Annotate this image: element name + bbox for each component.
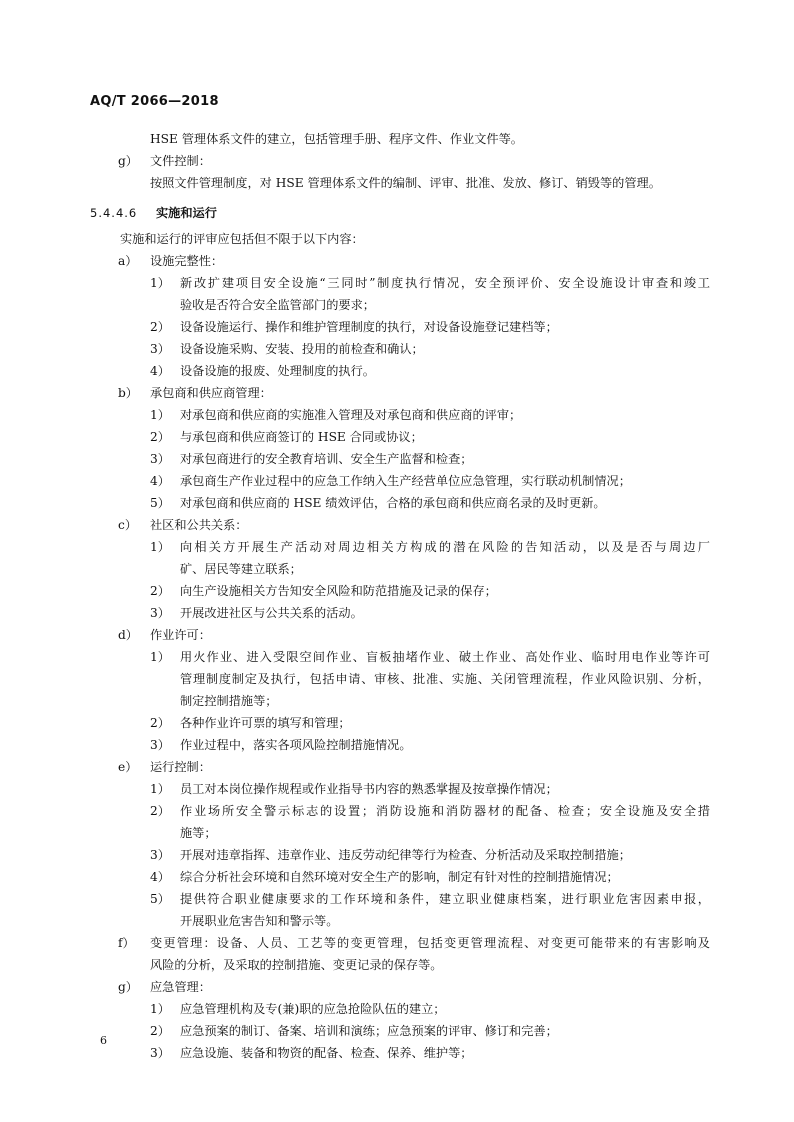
document-body xyxy=(90,128,710,1064)
item-text: 向相关方开展生产活动对周边相关方构成的潜在风险的告知活动，以及是否与周边厂 xyxy=(180,540,710,554)
item-text: 向生产设施相关方告知安全风险和防范措施及记录的保存； xyxy=(180,584,497,598)
list-marker: 2） xyxy=(150,716,170,730)
list-marker: 2） xyxy=(150,584,170,598)
item-text: 设施完整性： xyxy=(150,254,224,268)
item-text: 承包商生产作业过程中的应急工作纳入生产经营单位应急管理，实行联动机制情况； xyxy=(180,474,631,488)
item-text: 作业场所安全警示标志的设置；消防设施和消防器材的配备、检查；安全设施及安全措 xyxy=(180,804,710,818)
item-text: 作业许可： xyxy=(150,628,211,642)
list-item xyxy=(90,778,710,800)
list-item xyxy=(90,866,710,888)
list-item xyxy=(90,536,710,558)
item-text: 应急管理： xyxy=(150,980,211,994)
list-item xyxy=(90,1042,710,1064)
item-text: 验收是否符合安全监管部门的要求； xyxy=(180,298,375,312)
list-marker: 1） xyxy=(150,1002,170,1016)
list-item xyxy=(90,272,710,294)
list-item xyxy=(90,624,710,646)
list-item xyxy=(90,426,710,448)
item-text: 新改扩建项目安全设施“三同时”制度执行情况，安全预评价、安全设施设计审查和竣工 xyxy=(180,276,710,290)
item-text: 设备设施的报废、处理制度的执行。 xyxy=(180,364,375,378)
continuation-line xyxy=(90,822,710,844)
list-marker: d） xyxy=(118,628,138,642)
list-item xyxy=(90,646,710,668)
item-text: HSE 管理体系文件的建立，包括管理手册、程序文件、作业文件等。 xyxy=(150,132,523,146)
item-text: 风险的分析，及采取的控制措施、变更记录的保存等。 xyxy=(150,958,443,972)
item-text: 变更管理：设备、人员、工艺等的变更管理，包括变更管理流程、对变更可能带来的有害影响及 xyxy=(150,936,710,950)
list-item xyxy=(90,756,710,778)
list-item xyxy=(90,888,710,910)
item-text: 施等； xyxy=(180,826,217,840)
list-marker: 4） xyxy=(150,870,170,884)
list-marker: 4） xyxy=(150,474,170,488)
continuation-line xyxy=(90,294,710,316)
standard-code-header: AQ/T 2066—2018 xyxy=(90,94,219,109)
list-item xyxy=(90,382,710,404)
item-text: 开展改进社区与公共关系的活动。 xyxy=(180,606,363,620)
item-text: 应急预案的制订、备案、培训和演练；应急预案的评审、修订和完善； xyxy=(180,1024,558,1038)
item-text: 实施和运行的评审应包括但不限于以下内容： xyxy=(120,232,364,246)
item-text: 作业过程中，落实各项风险控制措施情况。 xyxy=(180,738,412,752)
list-item xyxy=(90,448,710,470)
list-item xyxy=(90,470,710,492)
list-marker: 3） xyxy=(150,606,170,620)
list-marker: 3） xyxy=(150,452,170,466)
item-text: 用火作业、进入受限空间作业、盲板抽堵作业、破土作业、高处作业、临时用电作业等许可 xyxy=(180,650,710,664)
item-text: 设备设施采购、安装、投用的前检查和确认； xyxy=(180,342,424,356)
item-text: 对承包商和供应商的 HSE 绩效评估，合格的承包商和供应商名录的及时更新。 xyxy=(180,496,606,510)
item-text: 社区和公共关系： xyxy=(150,518,248,532)
list-marker: 1） xyxy=(150,408,170,422)
item-text: 综合分析社会环境和自然环境对安全生产的影响，制定有针对性的控制措施情况； xyxy=(180,870,619,884)
list-item xyxy=(90,404,710,426)
section-title: 实施和运行 xyxy=(156,206,217,220)
item-text: 按照文件管理制度，对 HSE 管理体系文件的编制、评审、批准、发放、修订、销毁等的管理。 xyxy=(150,176,661,190)
list-marker: b） xyxy=(118,386,138,400)
item-text: 提供符合职业健康要求的工作环境和条件，建立职业健康档案，进行职业危害因素申报， xyxy=(180,892,710,906)
list-item xyxy=(90,734,710,756)
item-text: 矿、居民等建立联系； xyxy=(180,562,302,576)
item-text: 应急设施、装备和物资的配备、检查、保养、维护等； xyxy=(180,1046,473,1060)
list-marker: e） xyxy=(118,760,138,774)
list-item xyxy=(90,602,710,624)
list-item xyxy=(90,844,710,866)
list-item xyxy=(90,250,710,272)
item-text: 设备设施运行、操作和维护管理制度的执行，对设备设施登记建档等； xyxy=(180,320,558,334)
list-marker: 3） xyxy=(150,738,170,752)
list-item xyxy=(90,712,710,734)
list-marker: 2） xyxy=(150,320,170,334)
list-item xyxy=(90,514,710,536)
item-text: 管理制度制定及执行，包括申请、审核、批准、实施、关闭管理流程，作业风险识别、分析， xyxy=(180,672,710,686)
item-text: 开展职业危害告知和警示等。 xyxy=(180,914,339,928)
list-item xyxy=(90,580,710,602)
item-text: 制定控制措施等； xyxy=(180,694,278,708)
list-marker: 2） xyxy=(150,804,170,818)
item-text: 开展对违章指挥、违章作业、违反劳动纪律等行为检查、分析活动及采取控制措施； xyxy=(180,848,631,862)
list-marker: 4） xyxy=(150,364,170,378)
list-item xyxy=(90,150,710,172)
list-item xyxy=(90,360,710,382)
list-marker: 1） xyxy=(150,650,170,664)
list-marker: a） xyxy=(118,254,138,268)
item-text: 文件控制： xyxy=(150,154,211,168)
list-marker: g） xyxy=(118,154,138,168)
list-marker: f） xyxy=(118,936,135,950)
list-marker: 1） xyxy=(150,782,170,796)
list-marker: 2） xyxy=(150,430,170,444)
list-marker: g） xyxy=(118,980,138,994)
list-item xyxy=(90,998,710,1020)
list-marker: 3） xyxy=(150,1046,170,1060)
list-item xyxy=(90,976,710,998)
item-text: 运行控制： xyxy=(150,760,211,774)
section-heading xyxy=(90,198,710,228)
list-marker: c） xyxy=(118,518,138,532)
item-text: 应急管理机构及专(兼)职的应急抢险队伍的建立； xyxy=(180,1002,446,1016)
page-number: 6 xyxy=(100,1034,107,1047)
list-item xyxy=(90,492,710,514)
item-text: 对承包商进行的安全教育培训、安全生产监督和检查； xyxy=(180,452,473,466)
list-marker: 2） xyxy=(150,1024,170,1038)
continuation-line xyxy=(90,128,710,150)
continuation-line xyxy=(90,954,710,976)
list-marker: 1） xyxy=(150,540,170,554)
list-item xyxy=(90,316,710,338)
continuation-line xyxy=(90,690,710,712)
list-marker: 3） xyxy=(150,342,170,356)
item-text: 对承包商和供应商的实施准入管理及对承包商和供应商的评审； xyxy=(180,408,522,422)
list-item xyxy=(90,932,710,954)
list-item xyxy=(90,1020,710,1042)
list-marker: 3） xyxy=(150,848,170,862)
continuation-line xyxy=(90,172,710,194)
continuation-line xyxy=(90,558,710,580)
continuation-line xyxy=(90,910,710,932)
section-number: 5.4.4.6 xyxy=(90,206,138,220)
list-item xyxy=(90,228,710,250)
item-text: 各种作业许可票的填写和管理； xyxy=(180,716,351,730)
item-text: 与承包商和供应商签订的 HSE 合同或协议； xyxy=(180,430,423,444)
list-marker: 5） xyxy=(150,892,170,906)
list-marker: 1） xyxy=(150,276,170,290)
list-item xyxy=(90,338,710,360)
list-item xyxy=(90,800,710,822)
item-text: 员工对本岗位操作规程或作业指导书内容的熟悉掌握及按章操作情况； xyxy=(180,782,558,796)
continuation-line xyxy=(90,668,710,690)
item-text: 承包商和供应商管理： xyxy=(150,386,272,400)
list-marker: 5） xyxy=(150,496,170,510)
